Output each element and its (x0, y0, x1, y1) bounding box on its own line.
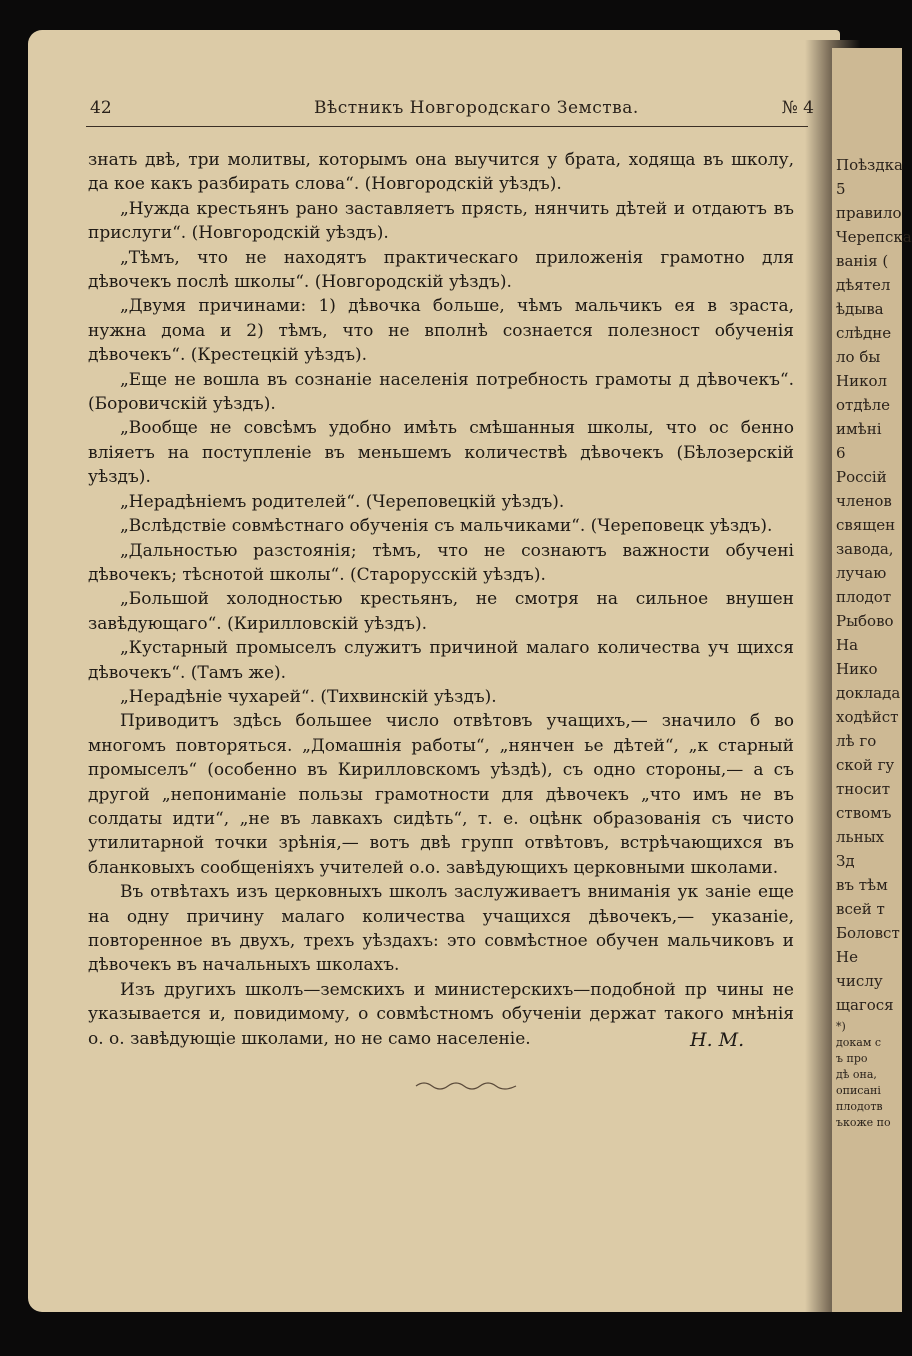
next-page-fragment: лѣ го (836, 732, 877, 750)
next-page-fragment: Не (836, 948, 858, 966)
paragraph: „Нерадѣніе чухарей“. (Тихвинскій уѣздъ). (120, 686, 497, 707)
next-page-fragment: Нико (836, 660, 878, 678)
next-page-fragment: дѣятел (836, 276, 891, 294)
paragraph: „Кустарный промыселъ служитъ причиной малаго количества уч щихся дѣвочекъ“. (Тамъ же). (88, 638, 794, 683)
next-page-fragment: ствомъ (836, 804, 892, 822)
next-page-fragment: описані (836, 1084, 881, 1097)
paragraph: Изъ другихъ школъ—земскихъ и министерскихъ—подобной пр чины не указывается и, повидимому, о совмѣстномъ обученіи держат такого мнѣнія о. о. завѣдующіе школами, но не само населеніе. (88, 979, 794, 1049)
next-page-fragment: имѣні (836, 420, 882, 438)
next-page-fragment: ской гу (836, 756, 895, 774)
next-page-fragment: слѣдне (836, 324, 892, 342)
next-page-fragment: Россій (836, 468, 887, 486)
next-page-fragment: льных (836, 828, 885, 846)
next-page-fragment: Черепска (836, 228, 912, 246)
next-page-edge (832, 48, 912, 1312)
next-page-fragment: На (836, 636, 859, 654)
paragraph: Въ отвѣтахъ изъ церковныхъ школъ заслуживаетъ вниманія ук заніе еще на одну причину малаго количества учащихся дѣвочекъ,— указаніе, повторенное въ двухъ, трехъ уѣздахъ: это совмѣстное обучен мальчиковъ и дѣвочекъ въ начальныхъ школахъ. (88, 882, 794, 976)
next-page-fragment: правило (836, 204, 902, 222)
paragraph: Приводитъ здѣсь большее число отвѣтовъ учащихъ,— значило б во многомъ повторяться. „Домашнія работы“, „нянчен ье дѣтей“, „к старный промыселъ“ (особенно въ Кирилловскомъ уѣздѣ), съ одно стороны,— а съ другой „непониманіе пользы грамотности для дѣвочекъ „что имъ не въ солдаты идти“, „не въ лавкахъ сидѣть“, т. е. оцѣнк образованія съ чисто утилитарной точки зрѣнія,— вотъ двѣ групп отвѣтовъ, встрѣчающихся въ бланковыхъ сообщеніяхъ учителей о.о. завѣдующихъ церковными школами. (88, 711, 794, 878)
paragraph: „Нужда крестьянъ рано заставляетъ прясть, нянчить дѣтей и отдаютъ въ прислуги“. (Новгородскій уѣздъ). (88, 198, 794, 244)
next-page-fragment: ходѣйст (836, 708, 899, 726)
next-page-fragment: лучаю (836, 564, 887, 582)
header-rule (86, 126, 808, 127)
next-page-fragment: 6 (836, 444, 846, 462)
next-page-fragment: дѣ она, (836, 1068, 877, 1081)
paragraph: „Вслѣдствіе совмѣстнаго обученія съ мальчиками“. (Череповецк уѣздъ). (120, 516, 773, 537)
next-page-fragment: *) (836, 1020, 846, 1033)
next-page-fragment: всей т (836, 900, 885, 918)
next-page-fragment: ло бы (836, 348, 881, 366)
next-page-fragment: ѣдыва (836, 300, 884, 318)
next-page-fragment: тносит (836, 780, 891, 798)
next-page-fragment: ъкоже по (836, 1116, 891, 1129)
next-page-fragment: въ тѣм (836, 876, 888, 894)
page-header (90, 98, 814, 124)
next-page-fragment: отдѣле (836, 396, 891, 414)
paragraph: „Вообще не совсѣмъ удобно имѣть смѣшанныя школы, что ос бенно вліяетъ на поступленіе въ меньшемъ количествѣ дѣвочекъ (Бѣлозерскій уѣздъ). (88, 418, 794, 488)
next-page-fragment: ванія ( (836, 252, 889, 270)
paragraph: „Еще не вошла въ сознаніе населенія потребность грамоты д дѣвочекъ“. (Боровичскій уѣздъ). (88, 369, 794, 415)
next-page-fragment: плодотв (836, 1100, 883, 1113)
article-body (88, 148, 794, 1051)
next-page-fragment: Зд (836, 852, 855, 870)
next-page-fragment: щагося (836, 996, 894, 1014)
paragraph: „Дальностью разстоянія; тѣмъ, что не сознаютъ важности обучені дѣвочекъ; тѣснотой школы“. (Старорусскій уѣздъ). (88, 540, 794, 585)
paragraph: „Нерадѣніемъ родителей“. (Череповецкій уѣздъ). (120, 491, 565, 512)
paragraph: „Двумя причинами: 1) дѣвочка больше, чѣмъ мальчикъ ея в зраста, нужна дома и 2) тѣмъ, что не вполнѣ сознается полезност обученія дѣвочекъ“. (Крестецкій уѣздъ). (88, 296, 794, 366)
issue-number: № 4 (781, 98, 814, 118)
next-page-fragment: 5 (836, 180, 846, 198)
paragraph: знать двѣ, три молитвы, которымъ она выучится у брата, ходяща въ школу, да кое какъ разбирать слова“. (Новгородскій уѣздъ). (88, 150, 794, 195)
paragraph: „Большой холодностью крестьянъ, не смотря на сильное внушен завѣдующаго“. (Кирилловскій уѣздъ). (88, 589, 794, 634)
running-title: Вѣстникъ Новгородскаго Земства. (314, 98, 639, 118)
next-page-fragment: доклада (836, 684, 901, 702)
paragraph: „Тѣмъ, что не находятъ практическаго приложенія грамотно для дѣвочекъ послѣ школы“. (Новгородскій уѣздъ). (88, 247, 794, 293)
author-signature: Н. М. (690, 1029, 745, 1051)
next-page-fragment: Никол (836, 372, 888, 390)
decorative-rule (414, 1078, 518, 1092)
next-page-fragment: Поѣздка (836, 156, 903, 174)
next-page-fragment: Боловст (836, 924, 900, 942)
next-page-fragment: ъ про (836, 1052, 868, 1065)
next-page-fragment: докам с (836, 1036, 882, 1049)
next-page-fragment: Рыбово (836, 612, 894, 630)
next-page-fragment: завода, (836, 540, 894, 558)
page-number: 42 (90, 98, 112, 118)
next-page-fragment: числу (836, 972, 883, 990)
next-page-fragment: священ (836, 516, 896, 534)
next-page-fragment: членов (836, 492, 892, 510)
next-page-fragment: плодот (836, 588, 892, 606)
